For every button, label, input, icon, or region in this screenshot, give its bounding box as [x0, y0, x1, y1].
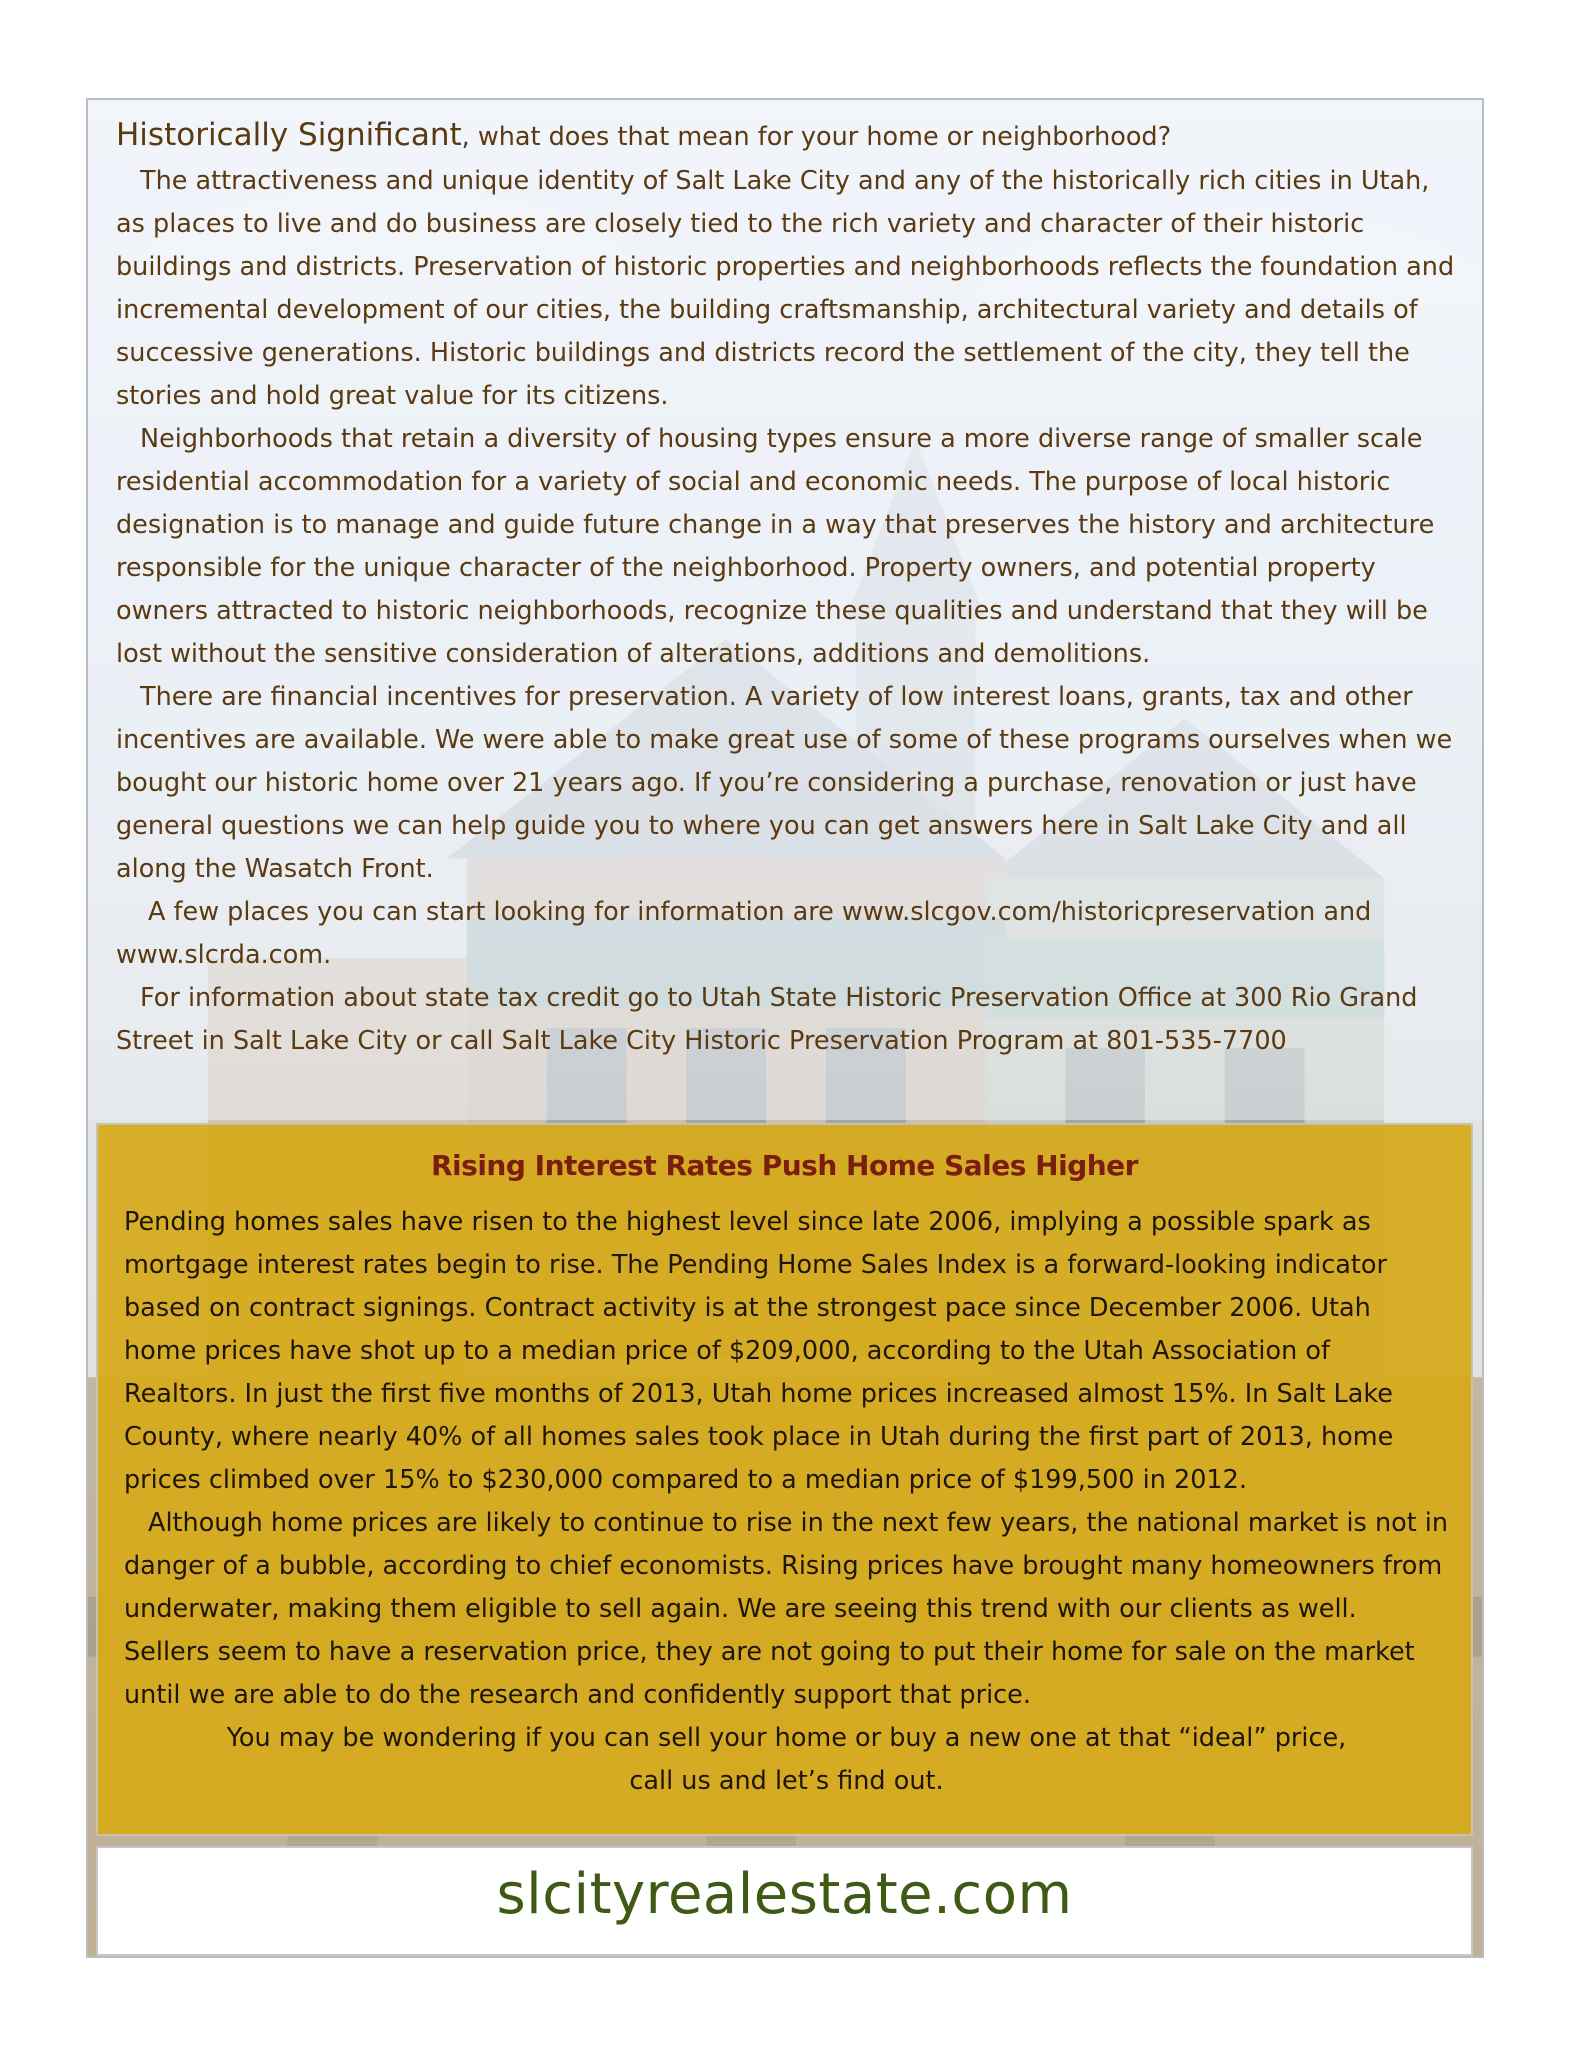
market-paragraph: Although home prices are likely to continue to rise in the next few years, the national market is not in danger of a bubble, according to chief economists. Rising prices have brought many homeowners from underwater, making them eligible to sell again. We are seeing this trend with our clients as well. Sellers seem to have a reservation price, they are not going to put their home for sale on the market until we are able to do the research and confidently support that price.: [124, 1508, 1449, 1710]
market-closing-line: call us and let’s find out.: [629, 1766, 944, 1796]
article-paragraph: There are financial incentives for preservation. A variety of low interest loans, grants, tax and other incentives are available. We were able to make great use of some of these programs ourselves when we bought our historic home over 21 years ago. If you’re considering a purchase, renovation or just have general questions we can help guide you to where you can get answers here in Salt Lake City and all along the Wasatch Front.: [116, 682, 1453, 884]
market-paragraph: Pending homes sales have risen to the highest level since late 2006, implying a possible spark as mortgage interest rates begin to rise. The Pending Home Sales Index is a forward-looking indicator based on contract signings. Contract activity is at the strongest pace since December 2006. Utah home prices have shot up to a median price of $209,000, according to the Utah Association of Realtors. In just the first five months of 2013, Utah home prices increased almost 15%. In Salt Lake County, where nearly 40% of all homes sales took place in Utah during the first part of 2013, home prices climbed over 15% to $230,000 compared to a median price of $199,500 in 2012.: [124, 1207, 1394, 1495]
historic-article: [116, 112, 1461, 1063]
market-update-box: [96, 1123, 1473, 1836]
article-heading-emphasis: Historically Significant: [116, 117, 462, 153]
newsletter-page: [86, 98, 1484, 1958]
market-body: [124, 1201, 1449, 1803]
footer-banner: [96, 1846, 1473, 1956]
article-heading-rest: , what does that mean for your home or neighborhood?: [461, 122, 1172, 152]
article-paragraph: A few places you can start looking for information are www.slcgov.com/historicpreservation and www.slcrda.com.: [116, 897, 1372, 970]
article-heading: [116, 112, 1461, 160]
article-paragraph: For information about state tax credit go to Utah State Historic Preservation Office at 300 Rio Grand Street in Salt Lake City or call Salt Lake City Historic Preservation Program at 801-535-7700: [116, 983, 1418, 1056]
market-closing-line: You may be wondering if you can sell your home or buy a new one at that “ideal” price,: [226, 1723, 1347, 1753]
website-url[interactable]: slcityrealestate.com: [496, 1862, 1073, 1927]
article-paragraph: Neighborhoods that retain a diversity of housing types ensure a more diverse range of smaller scale residential accommodation for a variety of social and economic needs. The purpose of local historic designation is to manage and guide future change in a way that preserves the history and architecture responsible for the unique character of the neighborhood. Property owners, and potential property owners attracted to historic neighborhoods, recognize these qualities and understand that they will be lost without the sensitive consideration of alterations, additions and demolitions.: [116, 424, 1435, 669]
market-title: Rising Interest Rates Push Home Sales Higher: [431, 1149, 1138, 1182]
article-paragraph: The attractiveness and unique identity of Salt Lake City and any of the historically rich cities in Utah, as places to live and do business are closely tied to the rich variety and character of their historic buildings and districts. Preservation of historic properties and neighborhoods reflects the foundation and incremental development of our cities, the building craftsmanship, architectural variety and details of successive generations. Historic buildings and districts record the settlement of the city, they tell the stories and hold great value for its citizens.: [116, 166, 1455, 411]
